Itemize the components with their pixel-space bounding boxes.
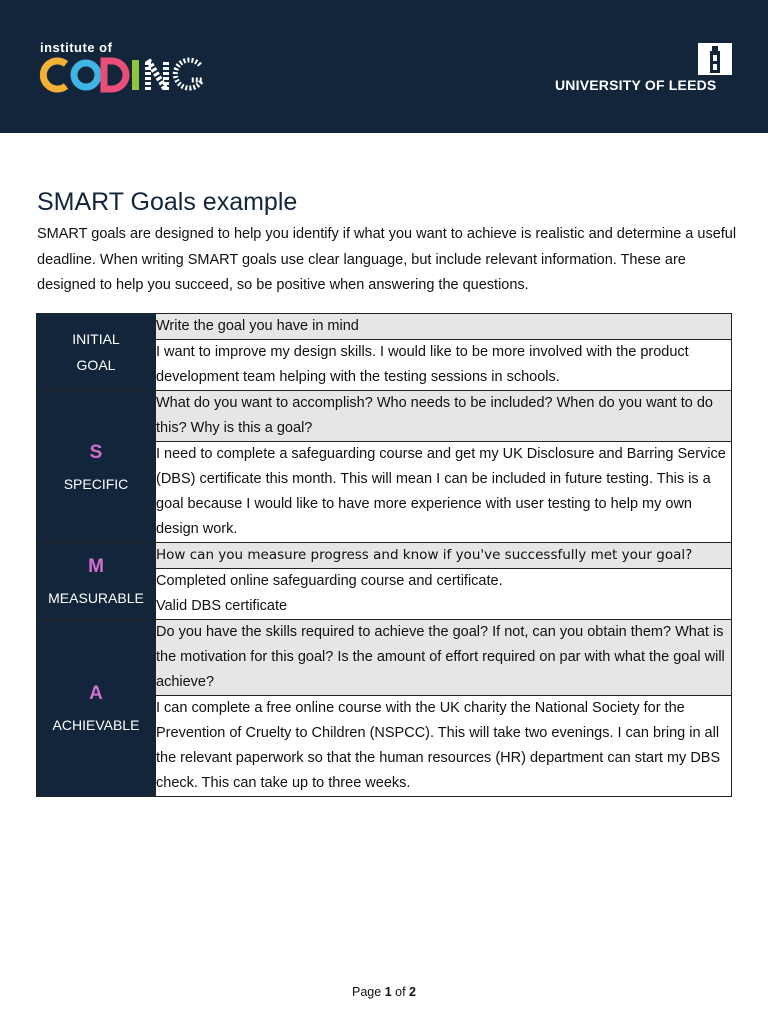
specific-answer: I need to complete a safeguarding course and get my UK Disclosure and Barring Service (DBS) certificate this month. This will mean I can be included in future testing. This is a goal because I would like to have more experience with user testing to help my own design work. — [156, 442, 732, 543]
intro-paragraph: SMART goals are designed to help you identify if what you want to achieve is realistic and determine a useful deadline. When writing SMART goals use clear language, but include relevant information. These are designed to help you succeed, so be positive when answering the questions. — [37, 226, 737, 293]
initial-goal-cell — [37, 314, 156, 391]
table-row — [37, 543, 732, 569]
achievable-answer: I can complete a free online course with the UK charity the National Society for the Prevention of Cruelty to Children (NSPCC). This will take two evenings. I can bring in all the relevant paperwork so that the human resources (HR) department can start my DBS check. This can take up to three weeks. — [156, 696, 732, 797]
university-tower-icon — [698, 43, 732, 75]
university-name: UNIVERSITY OF LEEDS — [555, 77, 717, 93]
smart-goals-table — [36, 313, 732, 797]
measurable-letter: M — [88, 556, 104, 577]
institute-of-coding-logo — [36, 56, 232, 94]
specific-cell — [37, 391, 156, 543]
achievable-label: ACHIEVABLE — [52, 717, 140, 733]
page-word: Page — [352, 985, 382, 999]
measurable-answer-line2: Valid DBS certificate — [156, 598, 288, 614]
measurable-answer-line1: Completed online safeguarding course and certificate. — [156, 573, 503, 589]
page-title: SMART Goals example — [37, 188, 298, 216]
institute-of-label: institute of — [40, 40, 113, 55]
page-of: of — [395, 985, 406, 999]
achievable-cell — [37, 620, 156, 797]
table-row — [37, 314, 732, 340]
page-number — [0, 985, 768, 999]
page-current: 1 — [384, 985, 392, 999]
specific-letter: S — [89, 441, 103, 463]
header-banner — [0, 0, 768, 133]
measurable-question: How can you measure progress and know if you've successfully met your goal? — [156, 543, 732, 569]
specific-question: What do you want to accomplish? Who needs to be included? When do you want to do this? Why is this a goal? — [156, 391, 732, 442]
initial-goal-label-line2: GOAL — [76, 357, 116, 373]
table-row — [37, 620, 732, 696]
measurable-label: MEASURABLE — [48, 590, 144, 606]
table-row — [37, 391, 732, 442]
measurable-cell — [37, 543, 156, 620]
achievable-question: Do you have the skills required to achieve the goal? If not, can you obtain them? What is the motivation for this goal? Is the amount of effort required on par with what the goal will achieve? — [156, 620, 732, 696]
initial-goal-label-line1: INITIAL — [72, 331, 120, 347]
specific-label: SPECIFIC — [63, 475, 129, 492]
initial-goal-answer: I want to improve my design skills. I would like to be more involved with the product development team helping with the testing sessions in schools. — [156, 340, 732, 391]
achievable-letter: A — [89, 683, 103, 704]
initial-goal-question: Write the goal you have in mind — [156, 314, 732, 340]
measurable-answer — [156, 569, 732, 620]
page-total: 2 — [409, 985, 416, 999]
